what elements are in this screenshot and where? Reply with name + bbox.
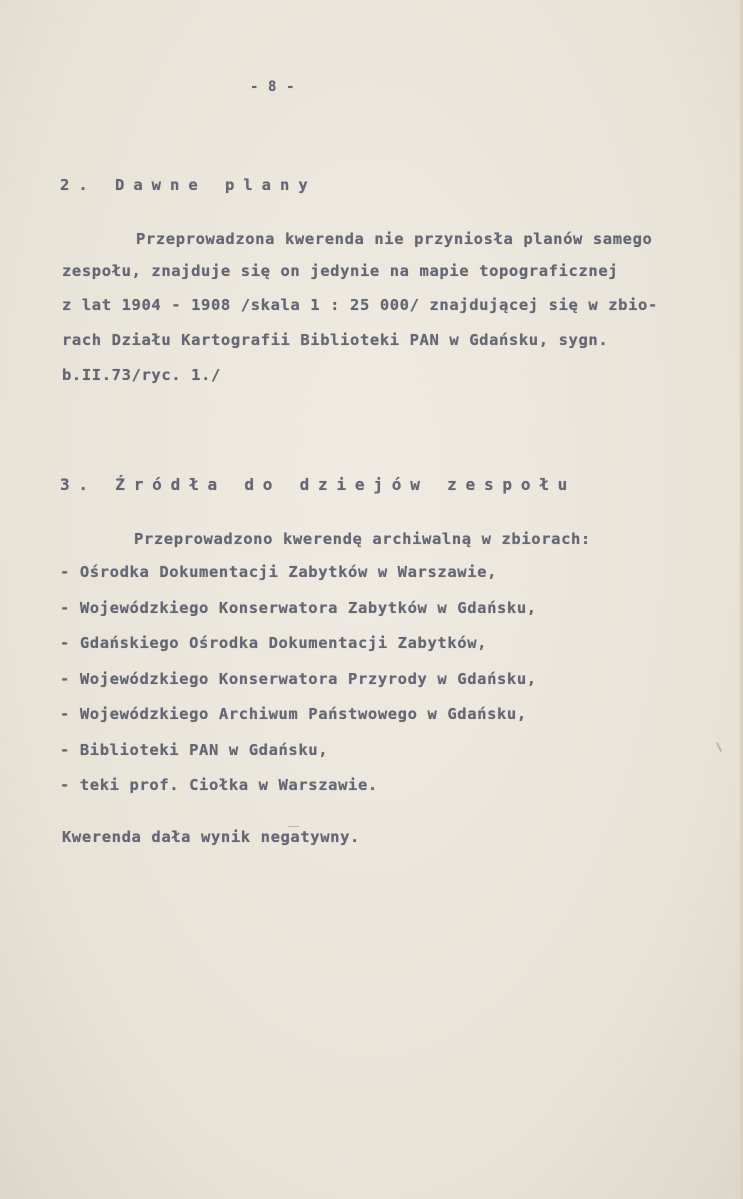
section-2-line-3: z lat 1904 - 1908 /skala 1 : 25 000/ znajdującej się w zbio- <box>62 296 658 314</box>
list-item: - Wojewódzkiego Konserwatora Zabytków w Gdańsku, <box>60 598 537 617</box>
section-3-intro: Przeprowadzono kwerendę archiwalną w zbiorach: <box>134 530 591 548</box>
section-2-line-2: zespołu, znajduje się on jedynie na mapie topograficznej <box>62 262 619 280</box>
pencil-mark <box>716 742 722 752</box>
list-item: - Wojewódzkiego Archiwum Państwowego w Gdańsku, <box>60 705 527 723</box>
archive-list <box>60 563 537 812</box>
list-item: - Ośrodka Dokumentacji Zabytków w Warszawie, <box>60 563 497 581</box>
list-item: - Biblioteki PAN w Gdańsku, <box>60 740 329 759</box>
list-item: - teki prof. Ciołka w Warszawie. <box>60 776 378 794</box>
conclusion-text: Kwerenda dała wynik negatywny. <box>62 828 360 846</box>
section-2-line-5: b.II.73/ryc. 1./ <box>62 366 221 384</box>
pencil-mark <box>288 826 299 827</box>
section-2-line-1: Przeprowadzona kwerenda nie przyniosła planów samego <box>136 230 653 248</box>
section-2-heading: 2. Dawne plany <box>60 176 317 194</box>
list-item: - Gdańskiego Ośrodka Dokumentacji Zabytków, <box>60 634 488 652</box>
page-number: - 8 - <box>250 79 296 95</box>
section-3-heading: 3. Źródła do dziejów zespołu <box>60 475 577 494</box>
section-2-line-4: rach Działu Kartografii Biblioteki PAN w Gdańsku, sygn. <box>62 331 609 349</box>
list-item: - Wojewódzkiego Konserwatora Przyrody w Gdańsku, <box>60 669 537 688</box>
